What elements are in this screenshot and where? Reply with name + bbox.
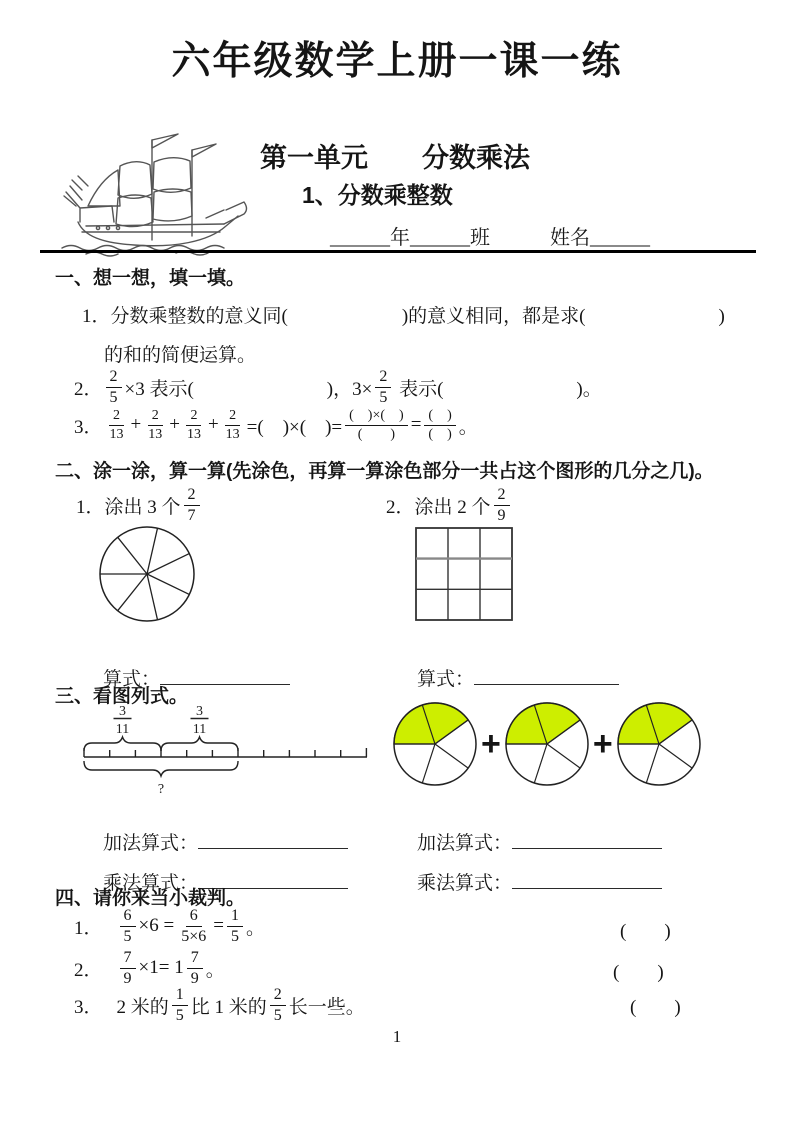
numline-frac-denominator: 11 (192, 722, 207, 737)
fraction-1-5: 1 5 (172, 986, 188, 1025)
plus-operator: + (481, 724, 501, 763)
s4-i3-text2: 比 1 米的 (190, 996, 267, 1018)
numline-frac-denominator: 11 (115, 722, 130, 737)
page-number: 1 (392, 1027, 402, 1046)
add-formula-label: 加法算式： (103, 833, 199, 854)
s4-i1-text1: ×6 = (138, 915, 175, 937)
s3-mul-right (398, 846, 662, 917)
header-divider (40, 250, 756, 253)
s4-i1-number: 1． (74, 917, 103, 939)
s1-q3-row (74, 408, 478, 442)
s4-i2-judge-parens: ( ) (613, 962, 664, 983)
numline-question-mark: ? (157, 782, 165, 797)
s1-q2-text1: ×3 表示( )，3× (124, 378, 373, 400)
s2-q2-text: 2．涂出 2 个 (386, 496, 491, 518)
fraction-2-13: $\frac{2}{13}$ (186, 408, 201, 442)
numline-frac-numerator: 3 (196, 704, 203, 719)
s4-i3-judge-parens: ( ) (630, 997, 681, 1018)
fraction-2-13: $\frac{2}{13}$ (225, 408, 240, 442)
s4-i2-text1: ×1= 1 (138, 957, 184, 979)
s1-q2-text2: 表示( )。 (394, 378, 602, 400)
fraction-2-13: $\frac{2}{13}$ (148, 408, 163, 442)
suanshi-label: 算式： (103, 669, 161, 690)
pie-two-fifths-shaded (390, 699, 480, 789)
s1-q1-line2: 的和的简便运算。 (104, 345, 257, 366)
s4-i2-number: 2． (74, 959, 103, 981)
s4-i3-text3: 长一些。 (288, 996, 365, 1018)
circle-seven-sectors (97, 524, 197, 624)
mul-formula-label: 乘法算式： (103, 873, 199, 894)
sailing-ship-illustration (56, 122, 258, 258)
section1-header: 一、想一想，填一填。 (55, 268, 246, 289)
numline-frac-numerator: 3 (119, 704, 126, 719)
fraction-2-5: 2 5 (270, 986, 286, 1025)
lesson-title: 1、分数乘整数 (302, 182, 453, 208)
period: 。 (458, 416, 478, 438)
period: 。 (245, 917, 265, 939)
plus-operator: + (592, 724, 613, 763)
pie-addition-diagram (390, 699, 704, 789)
fraction-2-13: 2 13 (109, 408, 124, 442)
section2-header: 二、涂一涂，算一算(先涂色，再算一算涂色部分一共占这个图形的几分之几)。 (55, 461, 714, 482)
suanshi-label: 算式： (417, 669, 475, 690)
equals-sign: = (213, 915, 224, 937)
period: 。 (205, 959, 225, 981)
section3-header: 三、看图列式。 (55, 686, 189, 707)
section4-header: 四、请你来当小裁判。 (55, 888, 246, 909)
s4-item1-row (74, 907, 265, 946)
blank-result-fraction: ( ) ( ) (424, 408, 455, 442)
s1-q3-number: 3． (74, 416, 103, 438)
mul-formula-label: 乘法算式： (417, 873, 513, 894)
answer-blank (512, 871, 662, 889)
fraction-6-over-5x6: $\frac{6}{5\times 6}$ (181, 907, 207, 945)
page-title: 六年级数学上册一课一练 (171, 40, 623, 83)
s1-q2-row (74, 368, 602, 407)
number-line-diagram (76, 701, 378, 797)
s1-q1-line1: 1．分数乘整数的意义同( )的意义相同，都是求( ) (82, 306, 725, 327)
s4-i3-text1: 2 米的 (116, 996, 169, 1018)
answer-blank (474, 667, 619, 685)
s2-q1-text: 1．涂出 3 个 (76, 496, 181, 518)
pie-two-fifths-shaded (502, 699, 592, 789)
fraction-2-5: $\frac{2}{5}$ (106, 368, 122, 407)
add-formula-label: 加法算式： (417, 833, 513, 854)
s4-item2-row (74, 949, 225, 988)
fraction-2-9: 2 9 (494, 486, 510, 525)
unit-title: 第一单元 分数乘法 (260, 143, 530, 173)
plus-operator: + (169, 414, 180, 436)
blank-product-fraction: ( )×( ) ( ) (345, 408, 408, 442)
grid-three-by-three (415, 527, 513, 621)
s2-q1-label (76, 486, 203, 525)
fraction-2-7: 2 7 (184, 486, 200, 525)
plus-operator: + (130, 414, 142, 436)
name-class-name-line: ______年______班 姓名______ (330, 227, 650, 249)
s1-q3-text1: =( )×( )= (246, 416, 343, 438)
equals-sign: = (410, 414, 422, 436)
fraction-2-5: $\frac{2}{5}$ (375, 368, 391, 407)
s2-q2-label (386, 486, 513, 525)
plus-operator: + (207, 414, 219, 436)
fraction-1-5: $\frac{1}{5}$ (227, 907, 243, 946)
fraction-7-9: 7 9 (187, 949, 203, 988)
pie-two-fifths-shaded (614, 699, 704, 789)
s4-i3-number: 3． (74, 996, 103, 1018)
s4-i1-judge-parens: ( ) (620, 921, 671, 942)
fraction-7-9: $\frac{7}{9}$ (120, 949, 136, 988)
s4-item3-row (74, 986, 365, 1025)
fraction-6-5: $\frac{6}{5}$ (120, 907, 136, 946)
s1-q2-number: 2． (74, 378, 103, 400)
